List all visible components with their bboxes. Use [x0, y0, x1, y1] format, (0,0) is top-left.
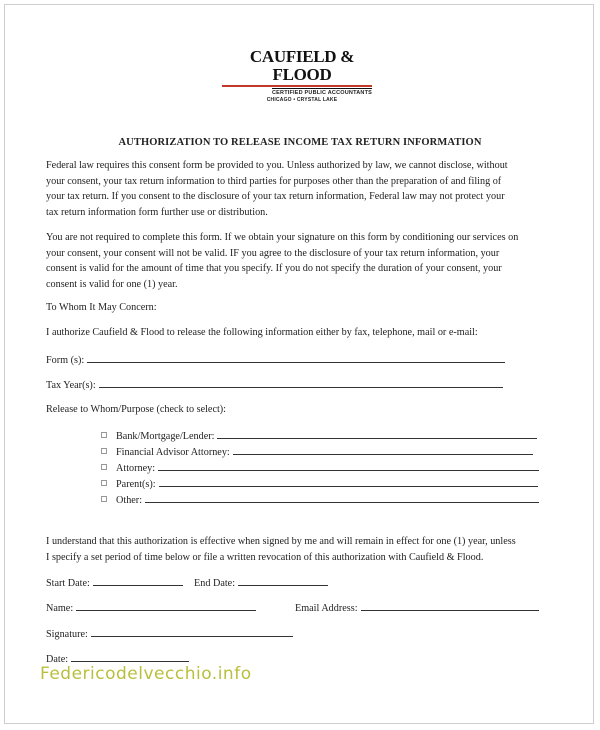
release-to-label: Release to Whom/Purpose (check to select): — [46, 404, 227, 415]
company-logo — [222, 48, 382, 104]
effective-paragraph: I understand that this authorization is effective when signed by me and will remain in effect for one (1) year, unless I specify a set period of time below or file a written revocation of this authorization with Caufield & Flood. — [46, 536, 516, 563]
form-field[interactable]: Form (s): — [46, 353, 505, 366]
checkbox-financial-advisor[interactable] — [101, 448, 107, 454]
checkbox-parents[interactable] — [101, 480, 107, 486]
watermark: Federicodelvecchio.info — [40, 664, 252, 684]
salutation: To Whom It May Concern: — [46, 302, 157, 313]
date-field[interactable]: Date: — [46, 652, 189, 665]
name-field[interactable]: Name: — [46, 601, 256, 614]
form-input-line[interactable] — [87, 353, 505, 363]
logo-locations: CHICAGO • CRYSTAL LAKE — [266, 97, 338, 103]
consent-paragraph: Federal law requires this consent form be provided to you. Unless authorized by law, we cannot disclose, without your consent, your tax return information to third parties for purposes other than the preparation of and filing of your tax return. If you consent to the disclosure of your tax return information, Federal law may not protect your tax return information form further use or distribution. — [46, 160, 508, 218]
checkbox-bank[interactable] — [101, 432, 107, 438]
tax-year-input-line[interactable] — [99, 378, 503, 388]
logo-rule — [222, 85, 382, 90]
end-date-field[interactable]: End Date: — [194, 576, 328, 589]
start-date-field[interactable]: Start Date: — [46, 576, 183, 589]
other-field[interactable]: Other: — [116, 493, 539, 506]
authorize-text: I authorize Caufield & Flood to release the following information either by fax, telephone, mail or e-mail: — [46, 327, 478, 338]
logo-subtitle: CERTIFIED PUBLIC ACCOUNTANTS — [271, 90, 372, 96]
logo-name: CAUFIELD & FLOOD — [249, 47, 355, 84]
signature-field[interactable]: Signature: — [46, 627, 293, 640]
attorney-field[interactable]: Attorney: — [116, 461, 539, 474]
checkbox-other[interactable] — [101, 496, 107, 502]
email-field[interactable]: Email Address: — [295, 601, 539, 614]
bank-field[interactable]: Bank/Mortgage/Lender: — [116, 429, 537, 442]
requirement-paragraph: You are not required to complete this form. If we obtain your signature on this form by conditioning our services on your consent, your consent will not be valid. IF you agree to the disclosure of your tax return information, your consent is valid for the amount of time that you specify. If you do not specify the duration of your consent, your consent is valid for one (1) year. — [46, 232, 519, 290]
financial-advisor-field[interactable]: Financial Advisor Attorney: — [116, 445, 533, 458]
parents-field[interactable]: Parent(s): — [116, 477, 538, 490]
checkbox-attorney[interactable] — [101, 464, 107, 470]
tax-year-field[interactable]: Tax Year(s): — [46, 378, 503, 391]
document-title: AUTHORIZATION TO RELEASE INCOME TAX RETURN INFORMATION — [118, 137, 482, 148]
